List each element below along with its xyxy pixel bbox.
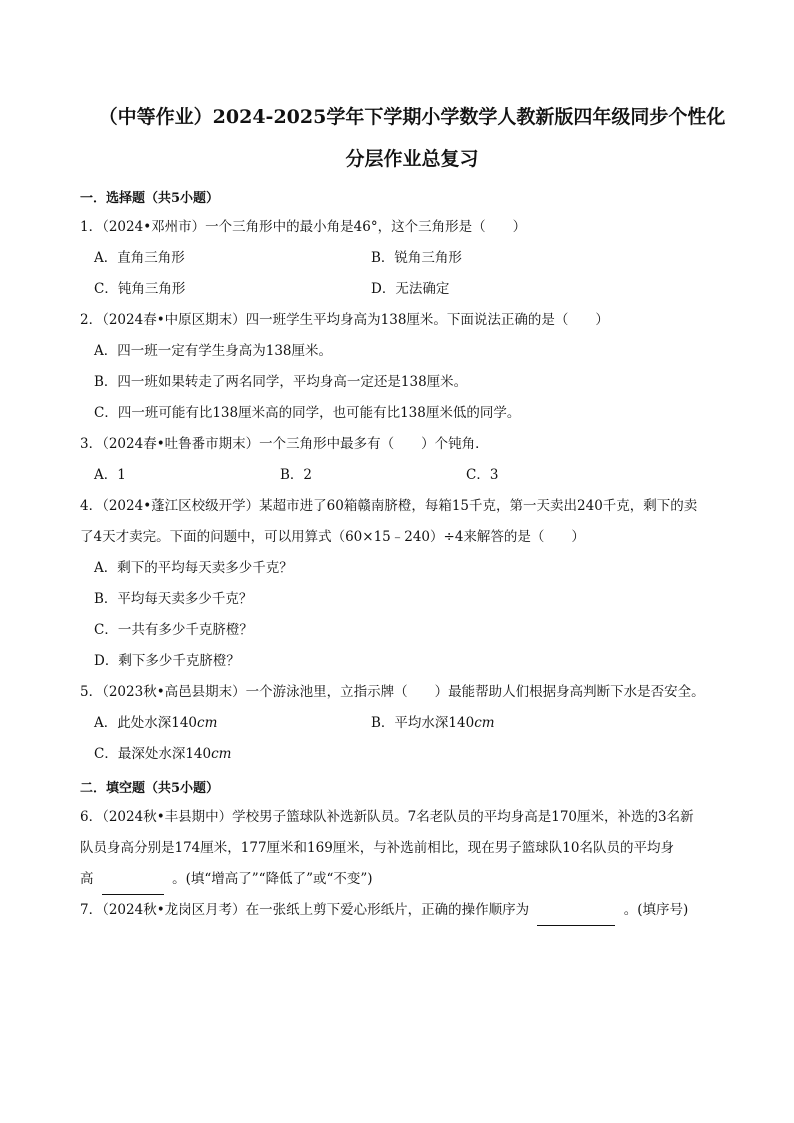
question-text: 3．（2024春•吐鲁番市期末）一个三角形中最多有（ ）个钝角． [80, 436, 489, 452]
section-heading-fill: 二．填空题（共5小题） [80, 781, 220, 796]
option-b: B．四一班如果转走了两名同学，平均身高一定还是138厘米。 [94, 374, 468, 390]
option-a [94, 708, 371, 739]
question-text: 1．（2024•邓州市）一个三角形中的最小角是46°，这个三角形是（ ） [80, 219, 527, 235]
title-line-2: 分层作业总复习 [345, 148, 479, 170]
question-6 [80, 802, 734, 895]
option-b-text: B．平均水深140 [371, 715, 475, 731]
question-4 [80, 491, 734, 677]
option-a: A．1 [94, 467, 126, 483]
question-text-post: 。(填序号) [623, 902, 689, 918]
answer-blank[interactable] [102, 876, 164, 895]
question-text-line-1: 4．（2024•蓬江区校级开学）某超市进了60箱赣南脐橙，每箱15千克，第一天卖出240千克，剩下的卖 [80, 498, 698, 514]
unit: cm [211, 746, 232, 762]
question-1 [80, 212, 734, 305]
title-line-1: （中等作业）2024-2025学年下学期小学数学人教新版四年级同步个性化 [98, 106, 726, 128]
unit: cm [197, 715, 218, 731]
option-a-text: A．此处水深140 [94, 715, 198, 731]
option-c-text: C．最深处水深140 [94, 746, 212, 762]
section-heading-choice: 一．选择题（共5小题） [80, 191, 220, 206]
question-text-line-1: 6．（2024秋•丰县期中）学校男子篮球队补选新队员。7名老队员的平均身高是170厘米，补选的3名新 [80, 809, 694, 825]
option-c: C．一共有多少千克脐橙？ [94, 622, 253, 638]
option-b: B．2 [280, 467, 313, 483]
question-5 [80, 677, 734, 770]
option-b: B．锐角三角形 [371, 250, 462, 266]
question-text-line-3-pre: 高 [80, 871, 94, 887]
question-text-line-2: 了4天才卖完。下面的问题中，可以用算式（60×15﹣240）÷4来解答的是（ ） [80, 529, 585, 545]
question-text: 2．（2024春•中原区期末）四一班学生平均身高为138厘米。下面说法正确的是（ ） [80, 312, 609, 328]
answer-blank[interactable] [537, 907, 615, 926]
unit: cm [474, 715, 495, 731]
page-title [70, 0, 754, 180]
question-3 [80, 429, 734, 491]
option-d: D．剩下多少千克脐橙？ [94, 653, 240, 669]
question-text-line-3-post: 。(填“增高了”“降低了”或“不变”) [172, 871, 373, 887]
option-a: A．剩下的平均每天卖多少千克？ [94, 560, 293, 576]
option-b [371, 708, 495, 739]
option-c: C．钝角三角形 [94, 281, 186, 297]
option-a: A．四一班一定有学生身高为138厘米。 [94, 343, 333, 359]
question-text-pre: 7．（2024秋•龙岗区月考）在一张纸上剪下爱心形纸片，正确的操作顺序为 [80, 902, 530, 918]
option-c [94, 739, 231, 770]
option-d: D．无法确定 [371, 281, 450, 297]
option-c: C．3 [466, 467, 499, 483]
question-text [80, 895, 734, 926]
question-2 [80, 305, 734, 429]
option-a: A．直角三角形 [94, 250, 185, 266]
question-text-line-2: 队员身高分别是174厘米，177厘米和169厘米，与补选前相比，现在男子篮球队10名队员的平均身 [80, 840, 674, 856]
option-b: B．平均每天卖多少千克？ [94, 591, 253, 607]
question-7 [80, 895, 734, 926]
question-text-line-3 [80, 864, 734, 895]
question-text: 5．（2023秋•高邑县期末）一个游泳池里，立指示牌（ ）最能帮助人们根据身高判断下水是否安全。 [80, 684, 705, 700]
option-c: C．四一班可能有比138厘米高的同学，也可能有比138厘米低的同学。 [94, 405, 521, 421]
